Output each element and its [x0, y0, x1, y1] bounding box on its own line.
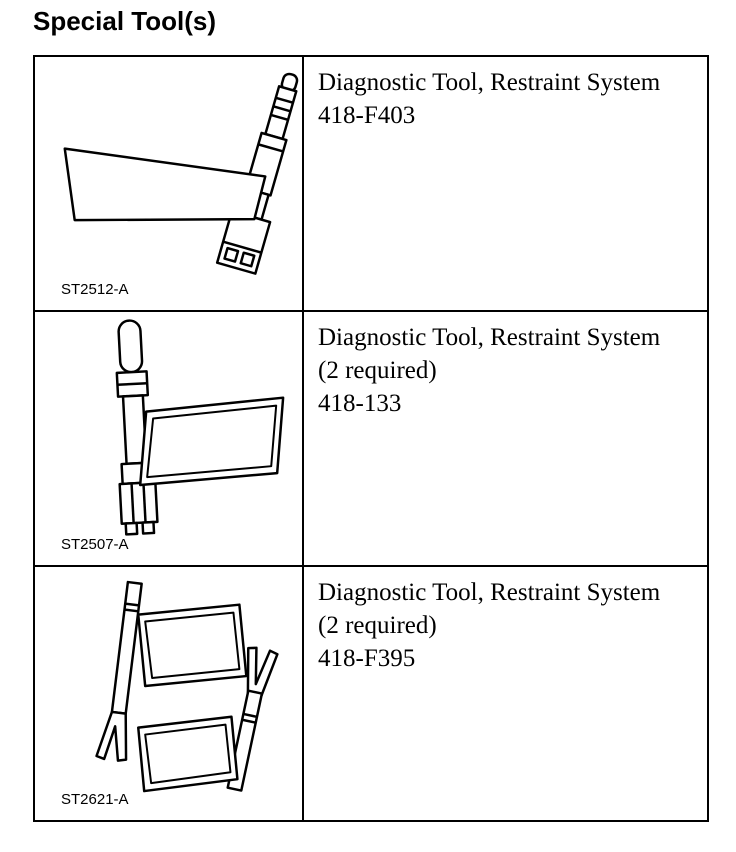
diagnostic-tool-illustration-st2621	[35, 567, 300, 800]
diagnostic-tool-illustration-st2507	[35, 312, 300, 536]
tool-image-label: ST2507-A	[61, 536, 129, 553]
tool-description-cell	[303, 311, 708, 566]
tool-description-cell	[303, 566, 708, 821]
tool-image	[35, 312, 300, 565]
tool-part-number: 418-133	[318, 390, 402, 417]
tool-image	[35, 57, 300, 310]
tool-image-label: ST2512-A	[61, 281, 129, 298]
page-title: Special Tool(s)	[33, 6, 216, 36]
tool-description: Diagnostic Tool, Restraint System	[318, 69, 661, 96]
special-tools-table	[33, 55, 709, 822]
tool-image-label: ST2621-A	[61, 791, 129, 808]
tool-image	[35, 567, 300, 820]
table-row	[34, 311, 708, 566]
diagnostic-tool-illustration-st2512	[35, 57, 300, 281]
tool-image-cell	[34, 566, 303, 821]
table-row	[34, 56, 708, 311]
tool-description: Diagnostic Tool, Restraint System (2 required)	[318, 324, 661, 384]
table-row	[34, 566, 708, 821]
tool-description: Diagnostic Tool, Restraint System (2 required)	[318, 579, 661, 639]
tool-image-cell	[34, 311, 303, 566]
tool-description-cell	[303, 56, 708, 311]
tool-part-number: 418-F395	[318, 645, 416, 672]
tool-image-cell	[34, 56, 303, 311]
tool-part-number: 418-F403	[318, 102, 416, 129]
